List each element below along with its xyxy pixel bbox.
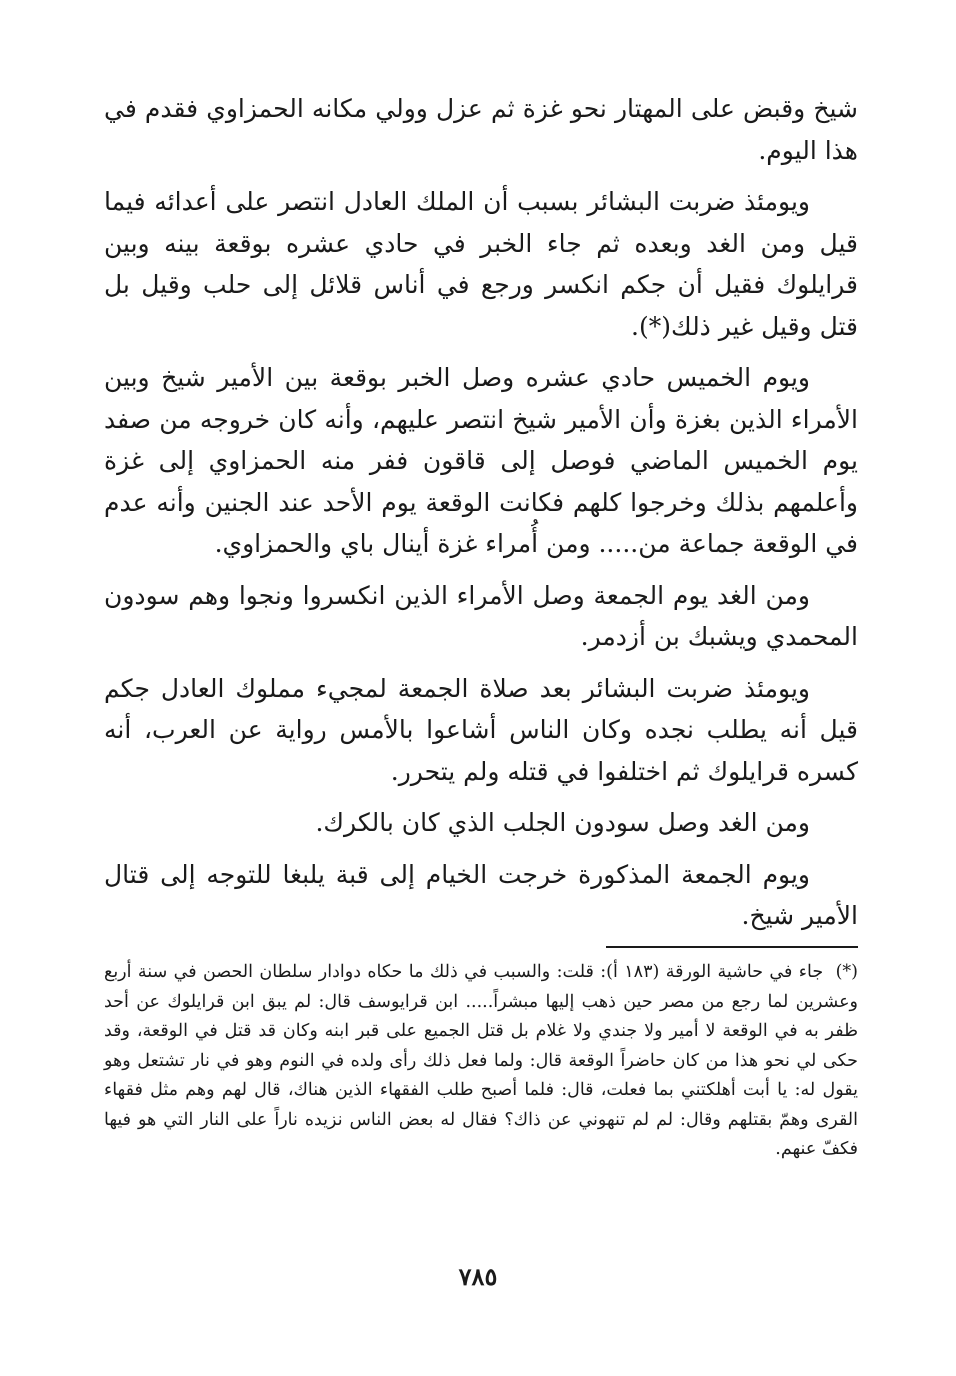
footnote-text: جاء في حاشية الورقة (١٨٣ أ): قلت: والسبب في ذلك ما حكاه دوادار سلطان الحصن في سنة أربع وعشرين لما رجع من مصر حين ذهب إليها مبشراً..... ابن قرايوسف قال: لم يبق ابن قرايلوك عن أحد ظفر به في الوقعة لا أمير ولا جندي ولا غلام بل قتل الجميع على قبر ابنه وكان قد قتل في الوقعة، وقد حكى لي نحو هذا من كان حاضراً الوقعة قال: ولما فعل ذلك رأى ولده في النوم وهو في نار تشتعل وهو يقول له: يا أبت أهلكتني بما فعلت، قال: فلما أصبح طلب الفقهاء الذين هناك، قال لهم وهم مثل فقهاء القرى وهمّ بقتلهم وقال: لم لم تنهوني عن ذاك؟ فقال له بعض الناس نزيده ناراً على النار التي هو فيها فكفّ عنهم. <box>104 962 858 1159</box>
paragraph-2: ويومئذ ضربت البشائر بسبب أن الملك العادل انتصر على أعدائه فيما قيل ومن الغد وبعده ثم جاء الخبر في حادي عشره بوقعة بينه وبين قرايلوك فقيل أن جكم انكسر ورجع في أناس قلائل إلى حلب وقيل بل قتل وقيل غير ذلك(*). <box>104 187 858 341</box>
page-number: ٧٨٥ <box>458 1262 498 1291</box>
paragraph-7: ويوم الجمعة المذكورة خرجت الخيام إلى قبة يلبغا للتوجه إلى قتال الأمير شيخ. <box>104 859 858 930</box>
paragraph-1: شيخ وقبض على المهتار نحو غزة ثم عزل وولي مكانه الحمزاوي فقدم في هذا اليوم. <box>104 94 858 165</box>
paragraph-3: ويوم الخميس حادي عشره وصل الخبر بوقعة بين الأمير شيخ وبين الأمراء الذين بغزة وأن الأمير شيخ انتصر عليهم، وأنه كان خروجه من صفد يوم الخميس الماضي فوصل إلى قاقون ففر منه الحمزاوي إلى غزة وأعلمهم بذلك وخرجوا كلهم فكانت الوقعة يوم الأحد عند الجنين وأنه عدم في الوقعة جماعة من..... ومن أُمراء غزة أينال باي والحمزاوي. <box>104 363 858 558</box>
main-text <box>104 88 858 947</box>
footnote-marker: (*) <box>835 962 858 982</box>
paragraph-6: ومن الغد وصل سودون الجلب الذي كان بالكرك. <box>315 808 810 837</box>
paragraph-5: ويومئذ ضربت البشائر بعد صلاة الجمعة لمجيء مملوك العادل جكم قيل أنه يطلب نجده وكان الناس أشاعوا بالأمس رواية عن العرب، أنه كسره قرايلوك ثم اختلفوا في قتله ولم يتحرر. <box>104 673 858 786</box>
footnote-divider <box>606 946 858 948</box>
footnote <box>104 958 858 1165</box>
paragraph-4: ومن الغد يوم الجمعة وصل الأمراء الذين انكسروا ونجوا وهم سودون المحمدي ويشبك بن أزدمر. <box>104 580 858 651</box>
